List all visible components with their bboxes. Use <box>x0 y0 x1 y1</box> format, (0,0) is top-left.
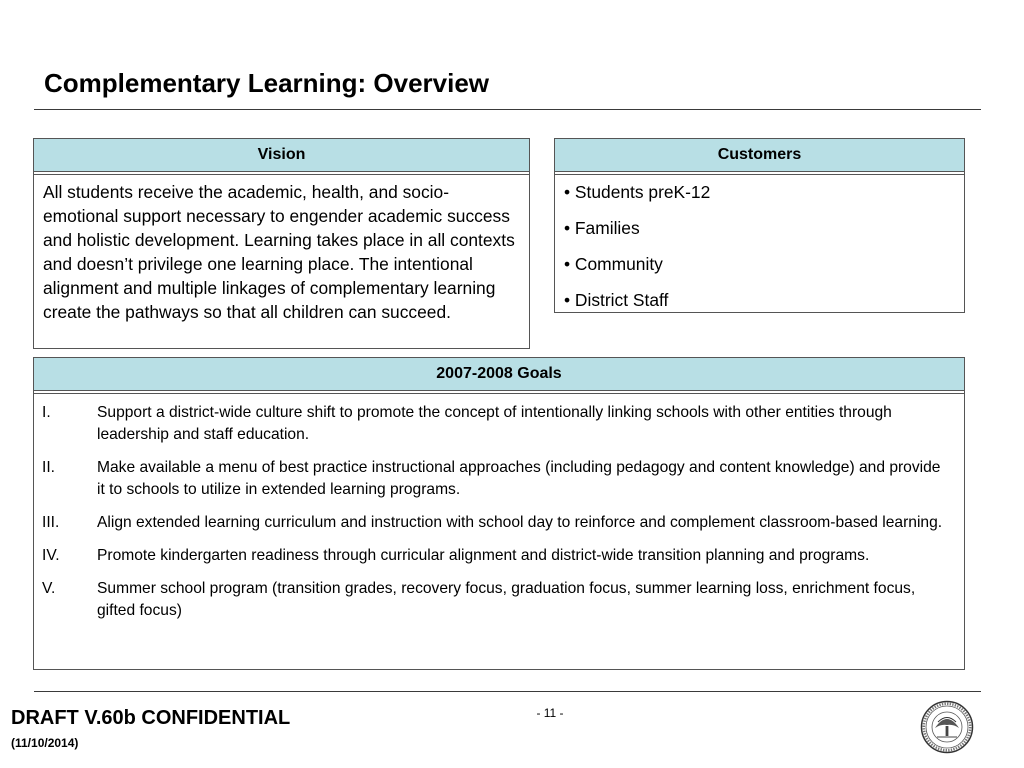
customer-item: • Families <box>564 218 640 238</box>
goal-item <box>42 457 952 501</box>
goals-box <box>33 357 965 670</box>
vision-text: All students receive the academic, health, and socio-emotional support necessary to engender academic success and holistic development. Learning takes place in all contexts and doesn’t privilege one learning place. The intentional alignment and multiple linkages of complementary learning create the pathways so that all children can succeed. <box>43 182 515 322</box>
goal-number: III. <box>42 514 60 531</box>
goal-number: V. <box>42 580 56 597</box>
goal-item <box>42 402 952 446</box>
draft-date: (11/10/2014) <box>11 736 79 750</box>
slide-title: Complementary Learning: Overview <box>44 68 490 98</box>
customers-heading: Customers <box>555 139 964 172</box>
customers-list <box>555 175 964 312</box>
goals-list <box>34 394 964 622</box>
vision-heading: Vision <box>34 139 529 172</box>
goal-text: Align extended learning curriculum and instruction with school day to reinforce and complement classroom-based learning. <box>97 514 943 531</box>
page-number: - 11 - <box>536 706 564 720</box>
draft-label: DRAFT V.60b CONFIDENTIAL <box>11 707 291 729</box>
vision-box <box>33 138 530 349</box>
goal-text: Promote kindergarten readiness through curricular alignment and district-wide transition planning and programs. <box>97 547 870 564</box>
footer-divider <box>34 691 981 692</box>
customer-item: • Community <box>564 254 663 274</box>
goal-number: II. <box>42 459 55 476</box>
customer-item: • District Staff <box>564 290 669 310</box>
goal-number: IV. <box>42 547 60 564</box>
goal-number: I. <box>42 404 51 421</box>
title-divider <box>34 109 981 110</box>
goals-heading: 2007-2008 Goals <box>34 358 964 391</box>
goal-text: Support a district-wide culture shift to promote the concept of intentionally linking schools with other entities through leadership and staff education. <box>97 404 892 443</box>
district-seal-icon <box>920 700 974 754</box>
customers-box <box>554 138 965 313</box>
goal-text: Summer school program (transition grades, recovery focus, graduation focus, summer learning loss, enrichment focus, gifted focus) <box>97 580 916 619</box>
goal-item <box>42 545 952 567</box>
goal-item <box>42 578 952 622</box>
goal-text: Make available a menu of best practice instructional approaches (including pedagogy and content knowledge) and provide it to schools to utilize in extended learning programs. <box>97 459 941 498</box>
customer-item: • Students preK-12 <box>564 182 711 202</box>
goal-item <box>42 512 952 534</box>
